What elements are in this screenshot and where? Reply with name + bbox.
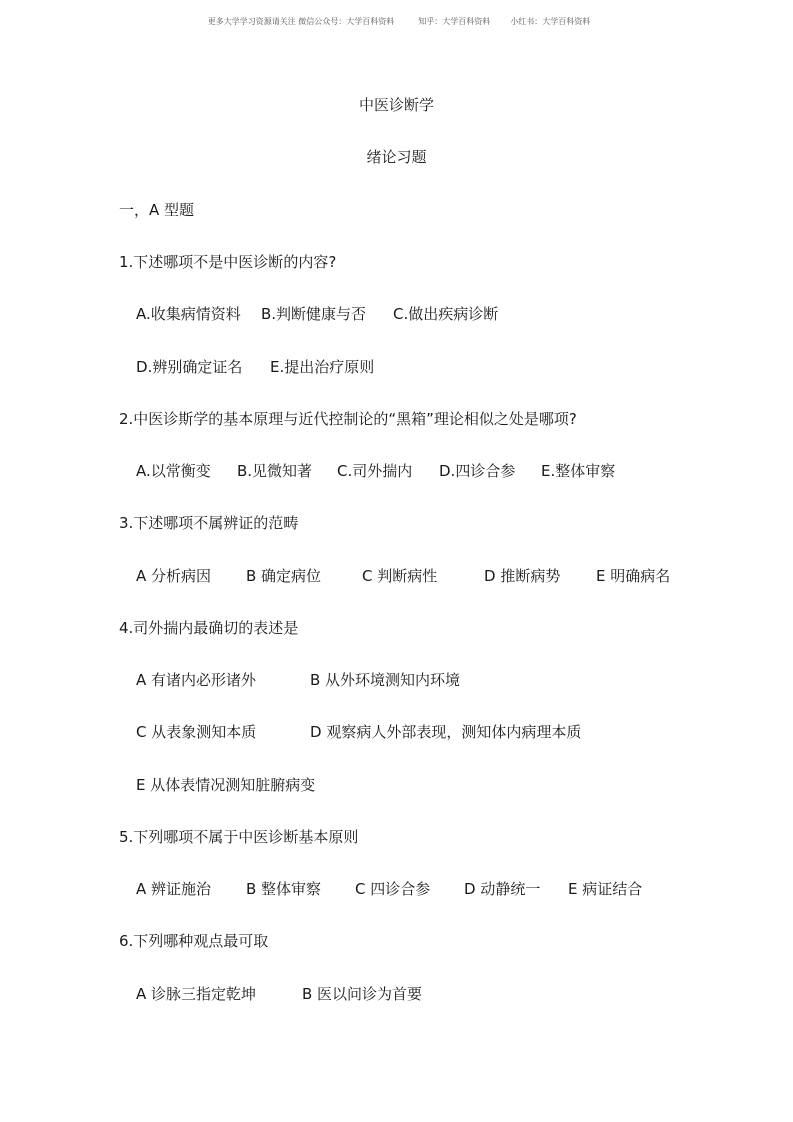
question-stem: 4.司外揣内最确切的表述是 [119, 619, 299, 637]
question-stem: 3.下述哪项不属辨证的范畴 [119, 514, 299, 532]
option: E 病证结合 [568, 880, 643, 898]
document-title: 中医诊断学 [358, 96, 434, 114]
option: D 推断病势 [484, 567, 561, 585]
option: D 观察病人外部表现，测知体内病理本质 [310, 723, 582, 741]
option: D 动静统一 [464, 880, 541, 898]
header-wechat: 更多大学学习资源请关注 微信公众号：大学百科资料 [207, 17, 395, 26]
option: D.辨别确定证名 [136, 358, 243, 376]
option: C 四诊合参 [355, 880, 431, 898]
option: D.四诊合参 [439, 462, 516, 480]
option: C.做出疾病诊断 [393, 305, 499, 323]
header-zhihu: 知乎：大学百科资料 [418, 17, 491, 26]
option: A 分析病因 [136, 567, 212, 585]
option: B 医以问诊为首要 [302, 985, 423, 1003]
question-stem: 1.下述哪项不是中医诊断的内容? [119, 253, 337, 271]
question-stem: 6.下列哪种观点最可取 [119, 932, 269, 950]
option: E.整体审察 [541, 462, 616, 480]
option: C.司外揣内 [337, 462, 413, 480]
question-stem: 5.下列哪项不属于中医诊断基本原则 [119, 828, 359, 846]
option: B.见微知著 [237, 462, 313, 480]
option: E 明确病名 [596, 567, 671, 585]
header-xiaohongshu: 小红书：大学百科资料 [510, 17, 591, 26]
option: C 从表象测知本质 [136, 723, 257, 741]
option: C 判断病性 [362, 567, 438, 585]
document-subtitle: 绪论习题 [366, 148, 427, 166]
option: E 从体表情况测知脏腑病变 [136, 776, 316, 794]
option: E.提出治疗原则 [270, 358, 375, 376]
option: A 有诸内必形诸外 [136, 671, 257, 689]
option: A.收集病情资料 [136, 305, 241, 323]
option: B 从外环境测知内环境 [310, 671, 461, 689]
option: A 辨证施治 [136, 880, 212, 898]
option: B.判断健康与否 [261, 305, 367, 323]
option: A 诊脉三指定乾坤 [136, 985, 257, 1003]
option: B 整体审察 [246, 880, 322, 898]
question-stem: 2.中医诊斯学的基本原理与近代控制论的“黑箱”理论相似之处是哪项? [119, 410, 577, 428]
option: A.以常衡变 [136, 462, 211, 480]
option: B 确定病位 [246, 567, 322, 585]
section-heading: 一，A 型题 [119, 201, 195, 219]
page-header [0, 7, 793, 27]
